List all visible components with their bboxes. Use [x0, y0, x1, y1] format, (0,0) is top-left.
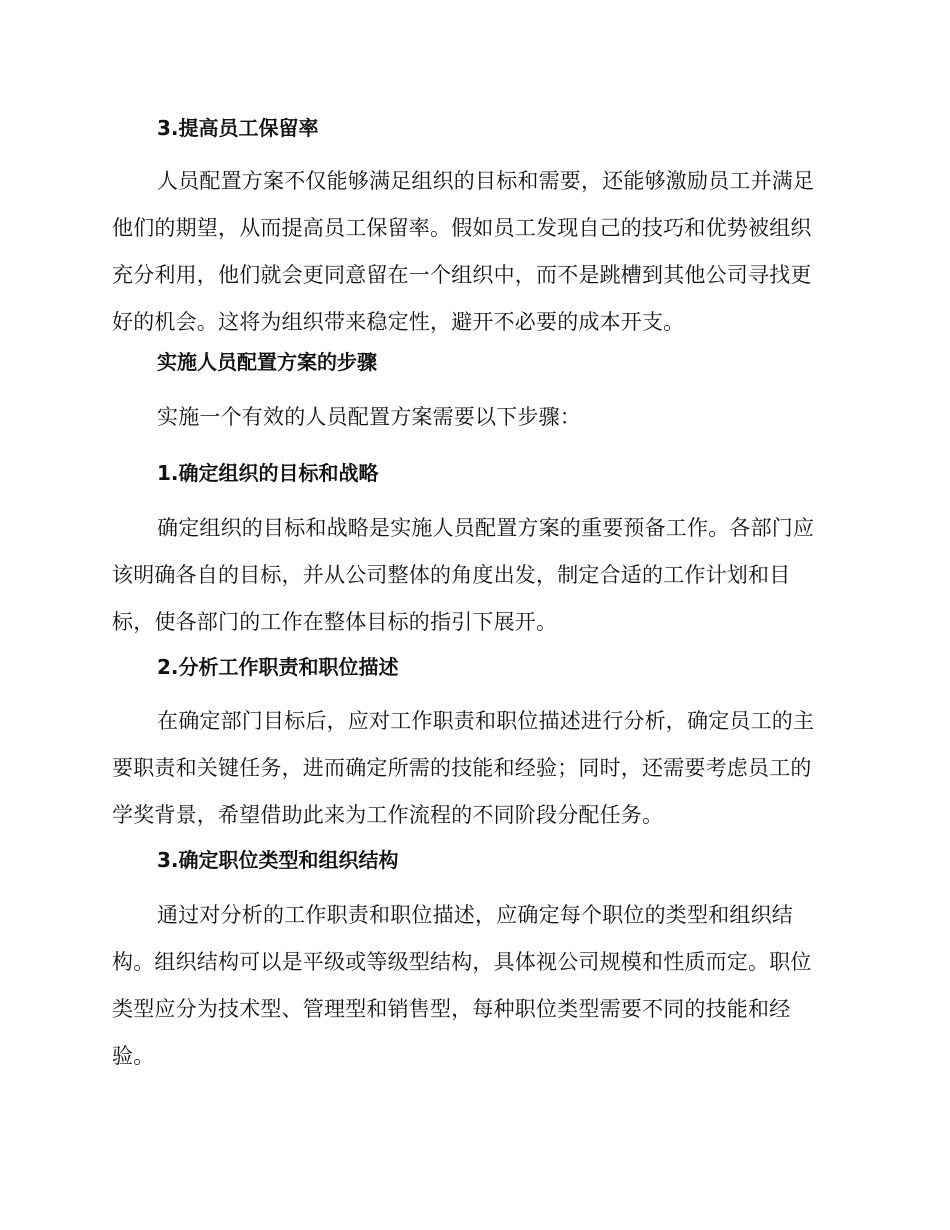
paragraph-line: 他们的期望，从而提高员工保留率。假如员工发现自己的技巧和优势被组织: [112, 216, 812, 240]
paragraph-line: 该明确各自的目标，并从公司整体的角度出发，制定合适的工作计划和目: [112, 563, 791, 587]
paragraph-implementation-intro: [112, 394, 832, 441]
section-heading-goals-strategy: 1.确定组织的目标和战略: [157, 461, 379, 485]
paragraph-line: 要职责和关键任务，进而确定所需的技能和经验；同时，还需要考虑员工的: [112, 756, 812, 780]
paragraph-line: 标，使各部门的工作在整体目标的指引下展开。: [112, 610, 558, 634]
paragraph-line: 实施一个有效的人员配置方案需要以下步骤：: [157, 405, 581, 429]
paragraph-line: 学奖背景，希望借助此来为工作流程的不同阶段分配任务。: [112, 803, 664, 827]
section-heading-job-analysis: 2.分析工作职责和职位描述: [157, 655, 399, 679]
paragraph-line: 验。: [112, 1044, 155, 1068]
paragraph-retention: [112, 158, 832, 346]
paragraph-line: 确定组织的目标和战略是实施人员配置方案的重要预备工作。各部门应: [157, 516, 815, 540]
paragraph-line: 通过对分析的工作职责和职位描述，应确定每个职位的类型和组织结: [157, 903, 793, 927]
paragraph-line: 类型应分为技术型、管理型和销售型，每种职位类型需要不同的技能和经: [112, 997, 791, 1021]
paragraph-line: 在确定部门目标后，应对工作职责和职位描述进行分析，确定员工的主: [157, 709, 815, 733]
paragraph-position-structure: [112, 892, 832, 1080]
section-heading-position-structure: 3.确定职位类型和组织结构: [157, 848, 399, 872]
paragraph-goals-strategy: [112, 505, 832, 646]
paragraph-job-analysis: [112, 698, 832, 839]
paragraph-line: 人员配置方案不仅能够满足组织的目标和需要，还能够激励员工并满足: [157, 169, 815, 193]
section-heading-implementation-steps: 实施人员配置方案的步骤: [157, 350, 377, 374]
paragraph-line: 构。组织结构可以是平级或等级型结构，具体视公司规模和性质而定。职位: [112, 950, 812, 974]
section-heading-retention: 3.提高员工保留率: [157, 116, 319, 140]
paragraph-line: 充分利用，他们就会更同意留在一个组织中，而不是跳槽到其他公司寻找更: [112, 263, 812, 287]
paragraph-line: 好的机会。这将为组织带来稳定性，避开不必要的成本开支。: [112, 310, 685, 334]
